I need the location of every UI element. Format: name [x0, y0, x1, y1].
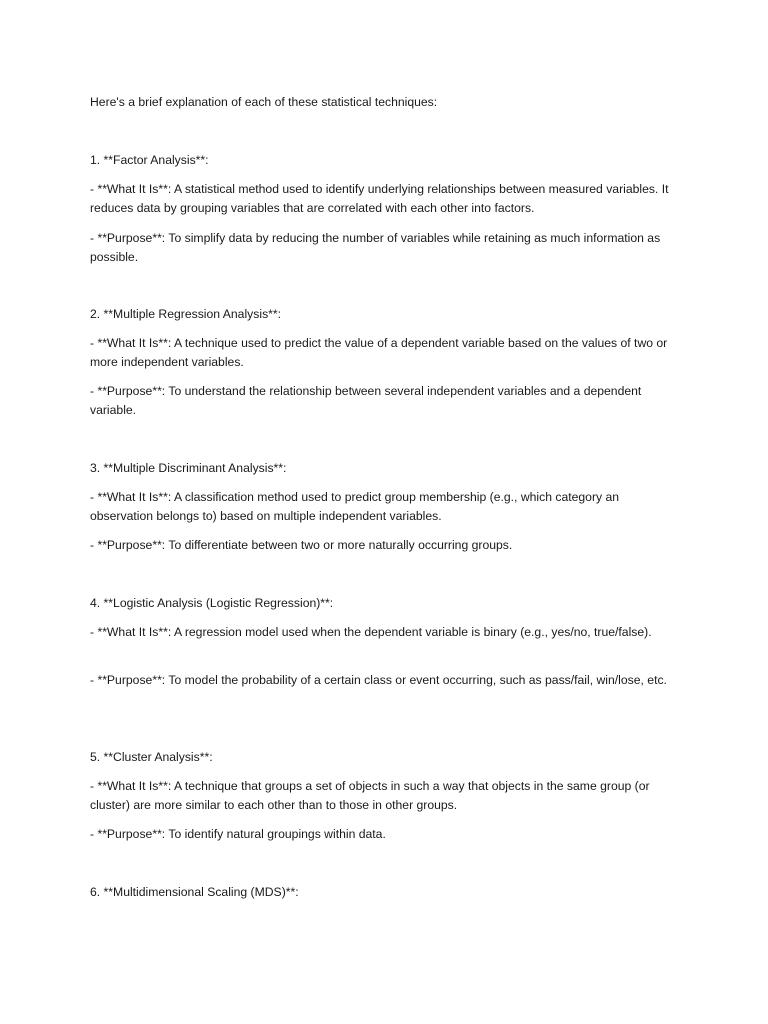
section-heading: 1. **Factor Analysis**: [90, 153, 209, 167]
section-heading: 2. **Multiple Regression Analysis**: [90, 307, 282, 321]
section-purpose: - **Purpose**: To identify natural groupings within data. [90, 827, 386, 841]
section-definition: - **What It Is**: A statistical method used to identify underlying relationships between measured variables. It reduces data by grouping variables that are correlated with each other into factors. [90, 182, 669, 215]
section-heading: 3. **Multiple Discriminant Analysis**: [90, 461, 287, 475]
intro-paragraph: Here's a brief explanation of each of these statistical techniques: [90, 95, 438, 109]
section-definition: - **What It Is**: A technique used to predict the value of a dependent variable based on the values of two or more independent variables. [90, 336, 668, 369]
section-purpose: - **Purpose**: To differentiate between two or more naturally occurring groups. [90, 538, 513, 552]
section-heading: 6. **Multidimensional Scaling (MDS)**: [90, 885, 299, 899]
section-heading: 5. **Cluster Analysis**: [90, 750, 213, 764]
section-purpose: - **Purpose**: To simplify data by reducing the number of variables while retaining as much information as possible. [90, 231, 661, 264]
section-definition: - **What It Is**: A regression model used when the dependent variable is binary (e.g., yes/no, true/false). [90, 625, 652, 639]
section-purpose: - **Purpose**: To model the probability of a certain class or event occurring, such as pass/fail, win/lose, etc. [90, 673, 667, 687]
section-definition: - **What It Is**: A technique that groups a set of objects in such a way that objects in the same group (or cluster) are more similar to each other than to those in other groups. [90, 779, 650, 812]
section-definition: - **What It Is**: A classification method used to predict group membership (e.g., which category an observation belongs to) based on multiple independent variables. [90, 490, 620, 523]
section-purpose: - **Purpose**: To understand the relationship between several independent variables and a dependent variable. [90, 384, 642, 417]
section-heading: 4. **Logistic Analysis (Logistic Regression)**: [90, 596, 334, 610]
